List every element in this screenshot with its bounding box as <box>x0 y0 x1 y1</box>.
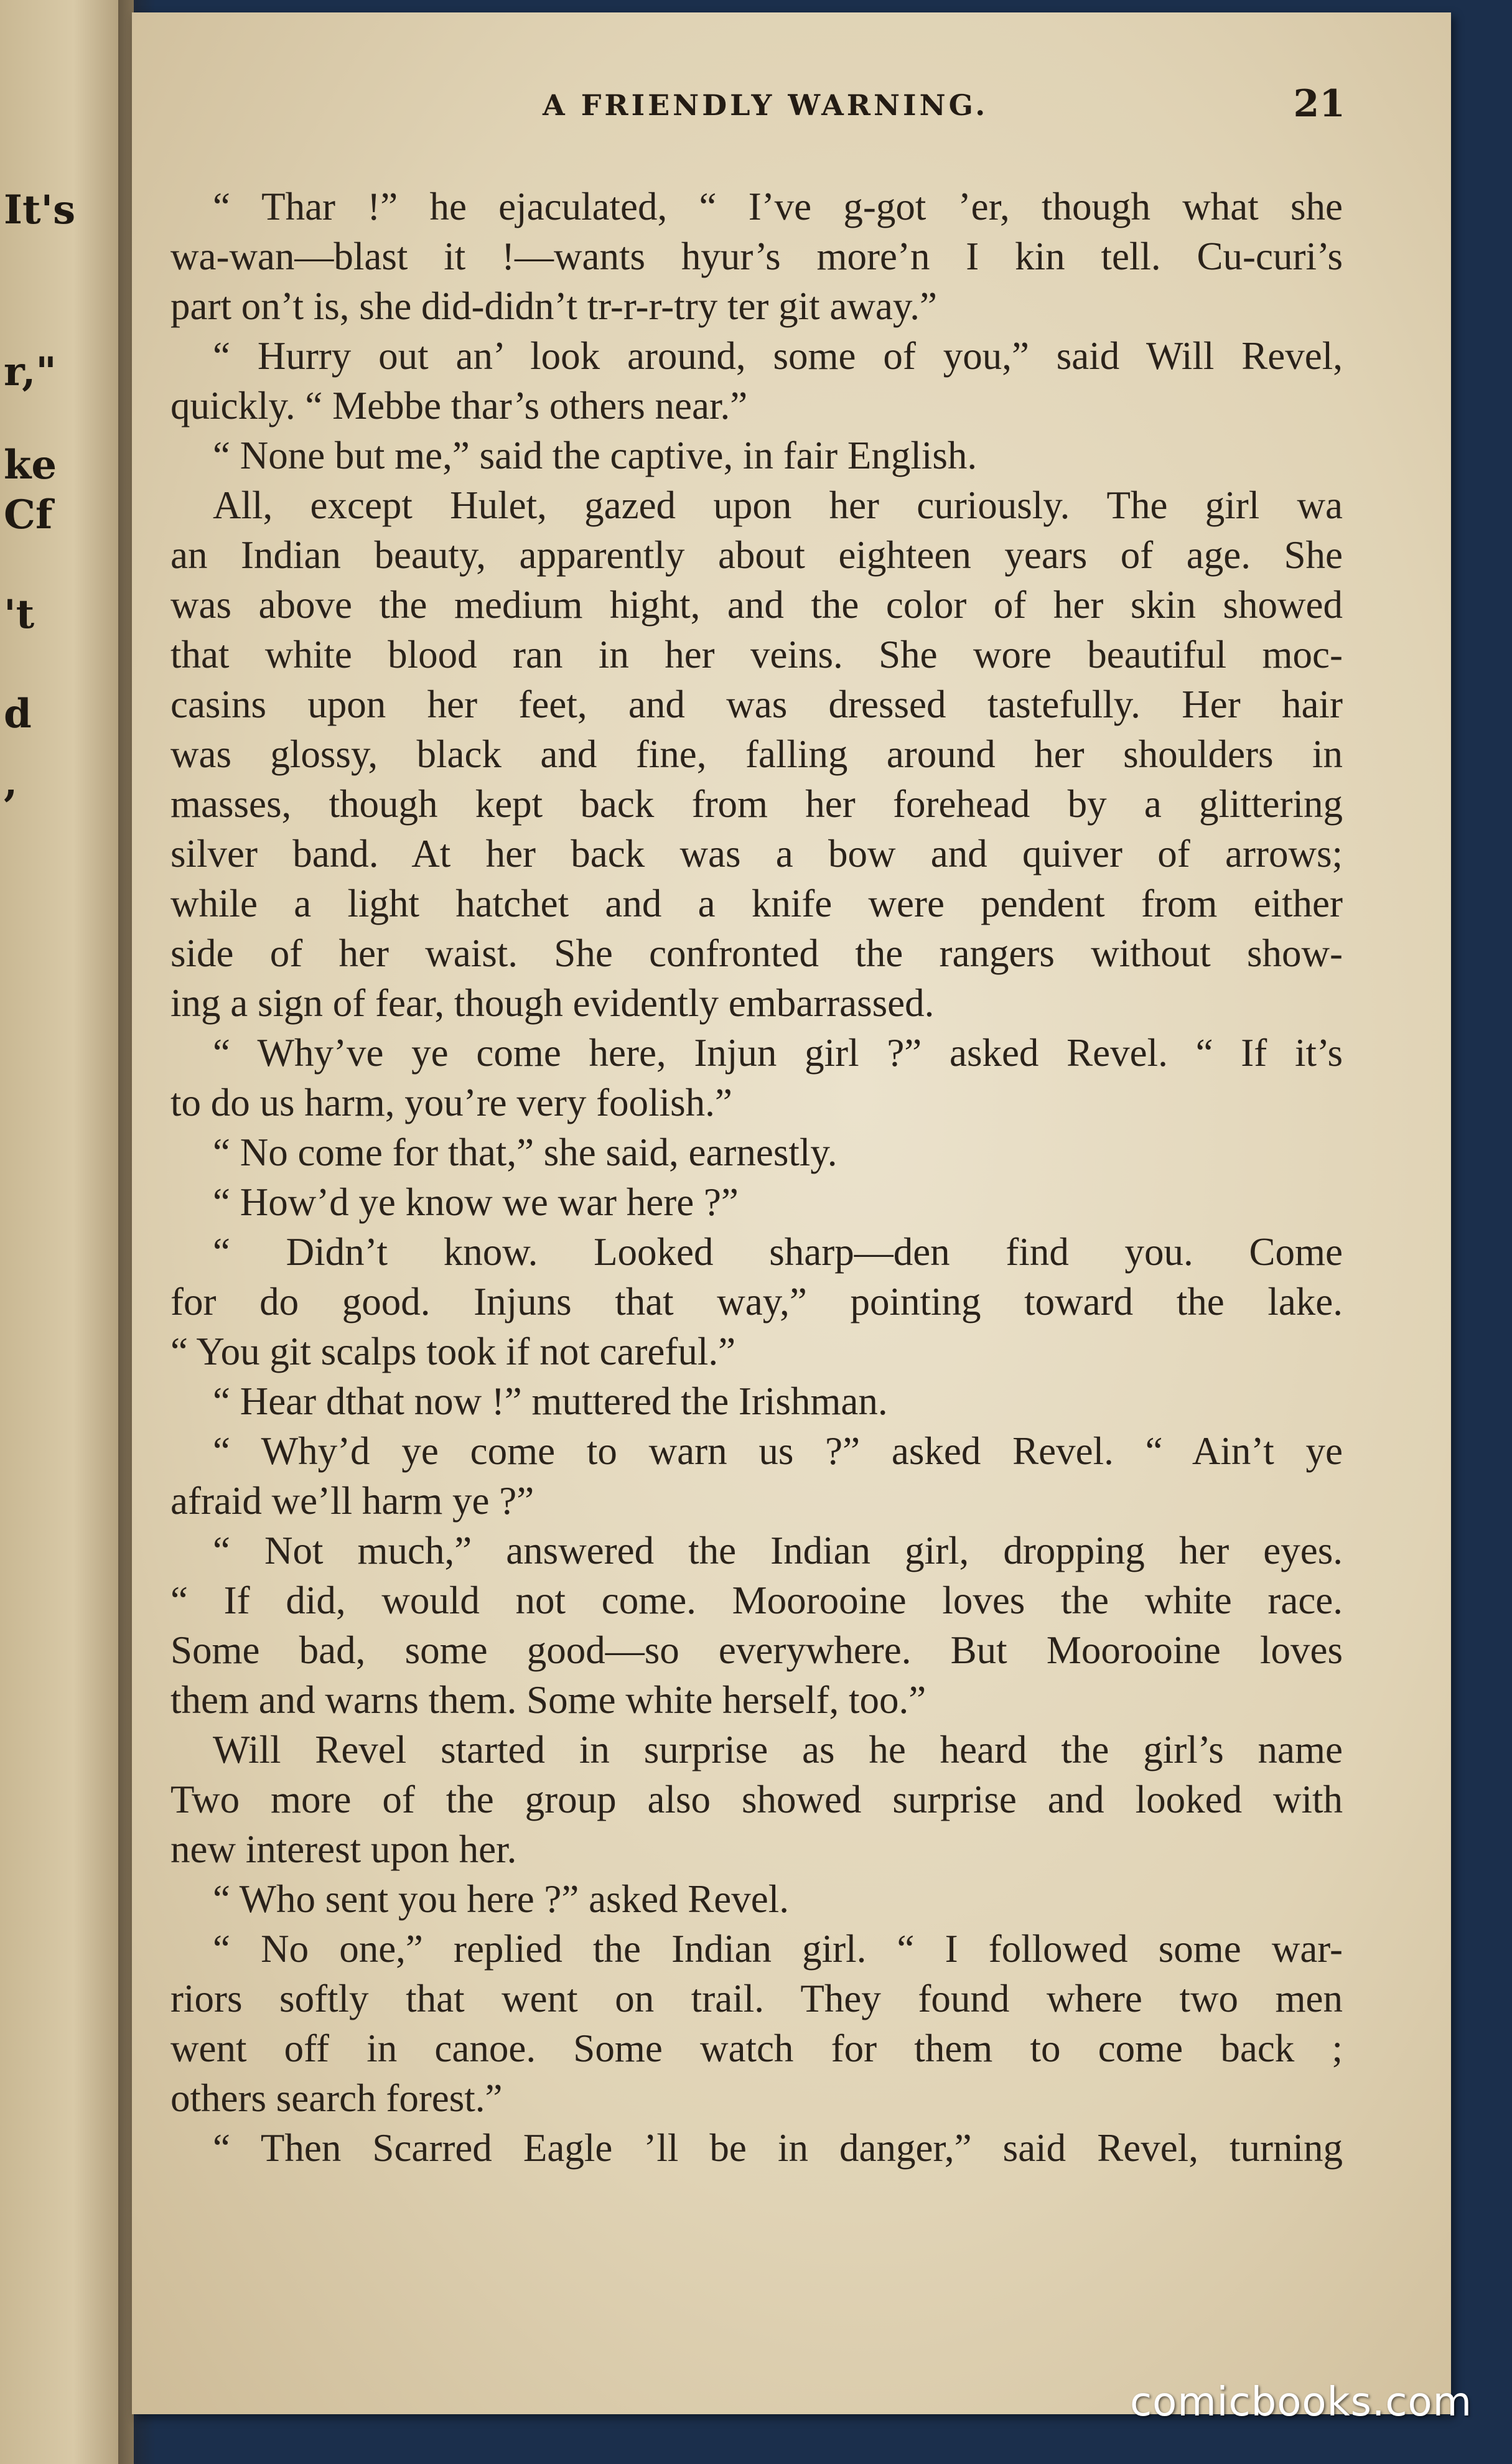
text-line: masses, though kept back from her forehead by a glittering <box>170 782 1343 826</box>
text-line: was above the medium hight, and the color of her skin showed <box>170 583 1343 627</box>
text-line: for do good. Injuns that way,” pointing toward the lake. <box>170 1280 1343 1323</box>
text-line: side of her waist. She confronted the rangers without show- <box>170 931 1343 975</box>
text-line: “ Why’d ye come to warn us ?” asked Revel. “ Ain’t ye <box>213 1429 1343 1473</box>
text-line: “ Hear dthat now !” muttered the Irishman. <box>213 1379 888 1423</box>
running-head <box>132 82 1451 132</box>
text-line: “ Who sent you here ?” asked Revel. <box>213 1877 789 1921</box>
left-fragment: 't <box>4 591 35 638</box>
text-line: an Indian beauty, apparently about eighteen years of age. She <box>170 533 1343 577</box>
text-line: “ Why’ve ye come here, Injun girl ?” asked Revel. “ If it’s <box>213 1031 1343 1075</box>
text-line: “ Thar !” he ejaculated, “ I’ve g-got ’er, though what she <box>213 185 1343 228</box>
text-line: part on’t is, she did-didn’t tr-r-r-try ter git away.” <box>170 284 937 328</box>
text-line: while a light hatchet and a knife were pendent from either <box>170 882 1343 925</box>
text-line: “ Hurry out an’ look around, some of you,” said Will Revel, <box>213 334 1343 378</box>
watermark: comicbooks.com <box>1129 2379 1472 2425</box>
text-line: silver band. At her back was a bow and quiver of arrows; <box>170 832 1343 875</box>
left-fragment: r," <box>4 348 57 395</box>
text-line: others search forest.” <box>170 2076 503 2120</box>
left-fragment: , <box>4 759 18 806</box>
text-line: ing a sign of fear, though evidently embarrassed. <box>170 981 935 1025</box>
left-page-text-fragments <box>0 0 134 2464</box>
text-line: “ How’d ye know we war here ?” <box>213 1180 739 1224</box>
text-line: Some bad, some good—so everywhere. But Moorooine loves <box>170 1628 1343 1672</box>
text-line: riors softly that went on trail. They found where two men <box>170 1977 1343 2020</box>
right-page <box>132 12 1451 2414</box>
text-line: them and warns them. Some white herself, too.” <box>170 1678 926 1722</box>
text-line: quickly. “ Mebbe thar’s others near.” <box>170 384 748 427</box>
left-fragment: d <box>4 691 32 737</box>
text-line: “ If did, would not come. Moorooine loves the white race. <box>170 1579 1343 1622</box>
page-number: 21 <box>1293 82 1345 126</box>
text-line: All, except Hulet, gazed upon her curiously. The girl wa <box>213 483 1343 527</box>
text-line: “ No one,” replied the Indian girl. “ I followed some war- <box>213 1927 1343 1971</box>
text-line: “ You git scalps took if not careful.” <box>170 1330 736 1373</box>
text-line: “ Not much,” answered the Indian girl, dropping her eyes. <box>213 1529 1343 1572</box>
text-line: wa-wan—blast it !—wants hyur’s more’n I kin tell. Cu-curi’s <box>170 235 1343 278</box>
left-fragment: Cf <box>4 492 53 538</box>
running-title: A FRIENDLY WARNING. <box>543 88 989 122</box>
body-text <box>170 182 1343 2173</box>
text-line: to do us harm, you’re very foolish.” <box>170 1081 732 1124</box>
text-line: “ None but me,” said the captive, in fair English. <box>213 434 978 477</box>
text-line: went off in canoe. Some watch for them to come back ; <box>170 2027 1343 2070</box>
text-line: that white blood ran in her veins. She wore beautiful moc- <box>170 633 1343 676</box>
text-line: “ No come for that,” she said, earnestly. <box>213 1131 838 1174</box>
left-fragment: ke <box>4 442 57 488</box>
left-fragment: It's <box>4 187 76 233</box>
text-line: “ Then Scarred Eagle ’ll be in danger,” said Revel, turning <box>213 2126 1343 2170</box>
text-line: casins upon her feet, and was dressed tastefully. Her hair <box>170 683 1343 726</box>
text-line: was glossy, black and fine, falling around her shoulders in <box>170 732 1343 776</box>
text-line: afraid we’ll harm ye ?” <box>170 1479 534 1523</box>
text-line: “ Didn’t know. Looked sharp—den find you. Come <box>213 1230 1343 1274</box>
left-page-edge <box>0 0 134 2464</box>
text-line: new interest upon her. <box>170 1827 517 1871</box>
text-line: Will Revel started in surprise as he heard the girl’s name <box>213 1728 1343 1771</box>
text-line: Two more of the group also showed surprise and looked with <box>170 1778 1343 1821</box>
